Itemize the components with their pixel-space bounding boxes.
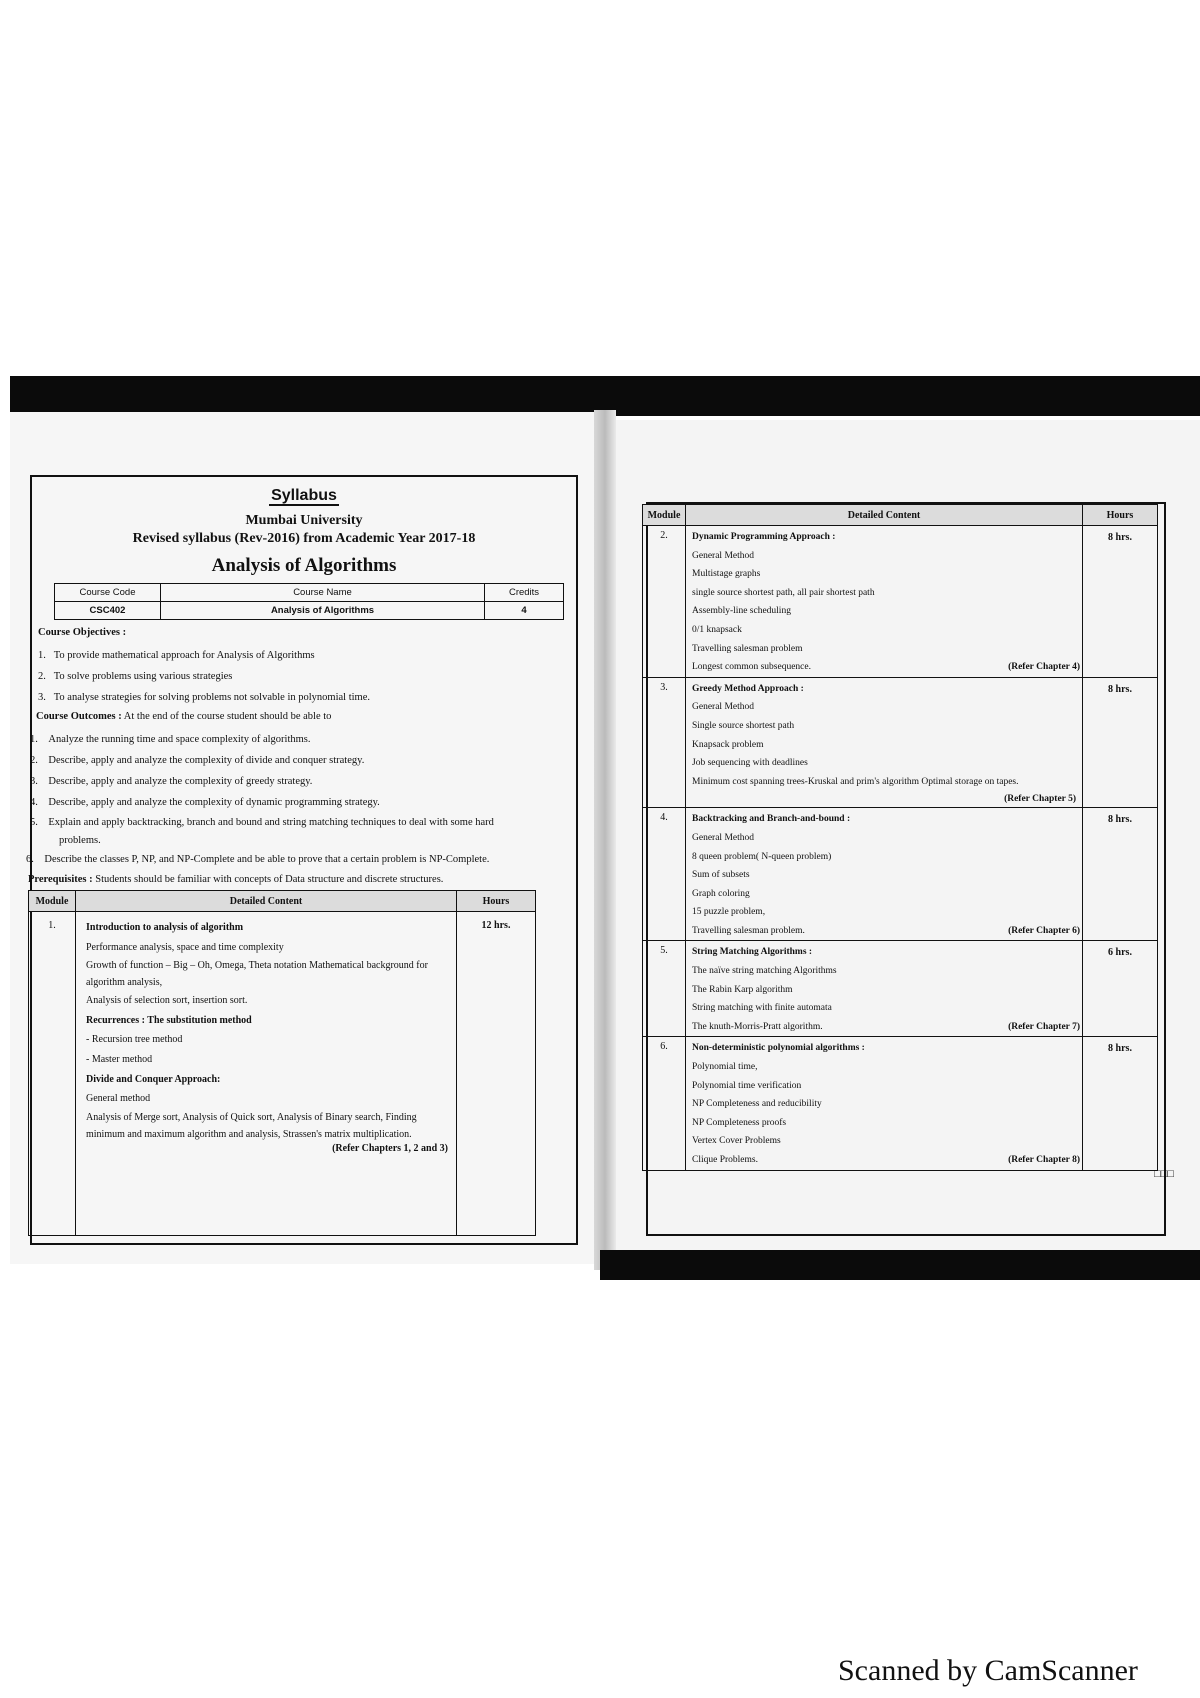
module-topic [692,658,1080,677]
credits-value: 4 [485,602,564,620]
course-title: Analysis of Algorithms [211,555,397,576]
module-topic-text: Clique Problems. [692,1155,758,1165]
prerequisites-line: Prerequisites : Students should be familiar with concepts of Data structure and discrete structures. [28,874,444,885]
module-chapter-reference: (Refer Chapter 7) [1008,1021,1080,1032]
outcome-item: 4. Describe, apply and analyze the complexity of dynamic programming strategy. [30,797,380,808]
module-title: Dynamic Programming Approach : [692,532,836,542]
module-content [686,941,1083,1037]
module-topic: String matching with finite automata [692,1003,832,1014]
credits-header: Credits [485,584,564,602]
course-code-header: Course Code [55,584,161,602]
outcomes-heading: Course Outcomes : At the end of the course student should be able to [36,711,332,722]
outcome-item: 2. Describe, apply and analyze the complexity of divide and conquer strategy. [30,755,365,766]
module-content [686,808,1083,941]
module-row-1 [29,912,536,1236]
module-topic: General Method [692,702,754,713]
module-number: 6. [643,1037,686,1170]
module-content [686,1037,1083,1170]
syllabus-heading: Syllabus [271,487,337,504]
detailed-content-header: Detailed Content [76,891,457,912]
outcome-item-continued: problems. [59,835,101,846]
module-topic: 0/1 knapsack [692,624,742,635]
module-topic: Knapsack problem [692,739,764,750]
hours-header: Hours [457,891,536,912]
module-topic: General Method [692,550,754,561]
module-topic: 15 puzzle problem, [692,907,766,918]
module-topic: - Recursion tree method [86,1034,183,1046]
module-table-right [642,504,1158,1171]
module-number: 3. [643,677,686,808]
module-topic: General Method [692,832,754,843]
objectives-heading: Course Objectives : [38,627,127,638]
module-hours: 8 hrs. [1083,808,1158,941]
course-name-value: Analysis of Algorithms [161,602,485,620]
module-topic: single source shortest path, all pair shortest path [692,587,875,598]
module-topic [692,1151,1080,1170]
scan-shadow-bottom [600,1250,1200,1280]
module-topic: Multistage graphs [692,569,761,580]
module-number: 2. [643,526,686,678]
module-content [686,677,1083,808]
module-title: Greedy Method Approach : [692,683,804,694]
module-topic: Analysis of Merge sort, Analysis of Quick sort, Analysis of Binary search, Finding [86,1111,417,1123]
module-topic: NP Completeness proofs [692,1117,787,1128]
module-topic [692,922,1080,941]
module-chapter-reference: (Refer Chapters 1, 2 and 3) [332,1142,448,1154]
module-hours: 8 hrs. [1083,1037,1158,1170]
module-topic: Divide and Conquer Approach: [86,1073,221,1085]
module-topic: Introduction to analysis of algorithm [86,922,244,933]
outcome-item: 1. Analyze the running time and space complexity of algorithms. [30,734,311,745]
module-topic: Polynomial time, [692,1062,758,1073]
hours-header: Hours [1083,505,1158,526]
module-topic: Performance analysis, space and time complexity [86,941,284,953]
module-topic: 8 queen problem( N-queen problem) [692,851,832,862]
module-chapter-reference: (Refer Chapter 5) [1004,794,1076,805]
module-number: 5. [643,941,686,1037]
module-topic: Job sequencing with deadlines [692,758,808,769]
module-content [686,526,1083,678]
module-topic: General method [86,1093,151,1105]
module-header: Module [29,891,76,912]
module-chapter-reference: (Refer Chapter 6) [1008,925,1080,936]
module-topic: Assembly-line scheduling [692,606,791,617]
module-hours: 12 hrs. [457,912,536,1236]
outcome-item: 3. Describe, apply and analyze the complexity of greedy strategy. [30,776,313,787]
module-hours: 8 hrs. [1083,677,1158,808]
module-number: 4. [643,808,686,941]
module-row-6 [643,1037,1158,1170]
left-syllabus-frame [26,475,578,1245]
module-title: Backtracking and Branch-and-bound : [692,814,851,825]
module-topic: Sum of subsets [692,870,750,881]
objective-item: 3. To analyse strategies for solving problems not solvable in polynomial time. [38,692,371,703]
module-row-4 [643,808,1158,941]
module-topic: Graph coloring [692,888,750,899]
module-topic: minimum and maximum algorithm and analysis, Strassen's matrix multiplication. [86,1128,412,1140]
module-row-3 [643,677,1158,808]
module-topic: Minimum cost spanning trees-Kruskal and prim's algorithm Optimal storage on tapes. [692,776,1019,787]
module-topic: algorithm analysis, [86,977,163,989]
module-number: 1. [29,912,76,1236]
module-topic-text: Longest common subsequence. [692,662,811,673]
module-topic: NP Completeness and reducibility [692,1099,822,1110]
module-title: Non-deterministic polynomial algorithms : [692,1043,865,1054]
end-of-section-mark: □□□ [1154,1168,1174,1180]
module-topic: The naïve string matching Algorithms [692,966,837,977]
module-topic: Single source shortest path [692,720,795,731]
module-topic: Vertex Cover Problems [692,1136,781,1147]
module-topic: Growth of function – Big – Oh, Omega, Theta notation Mathematical background for [86,960,428,972]
detailed-content-header: Detailed Content [686,505,1083,526]
book-spine [594,410,616,1270]
module-chapter-reference: (Refer Chapter 8) [1008,1155,1080,1165]
outcome-item: 5. Explain and apply backtracking, branch and bound and string matching techniques to deal with some hard [30,817,494,828]
course-name-header: Course Name [161,584,485,602]
module-hours: 8 hrs. [1083,526,1158,678]
university-name: Mumbai University [245,513,363,528]
module-topic-text: Travelling salesman problem. [692,925,805,936]
module-topic: Analysis of selection sort, insertion sort. [86,995,248,1007]
module-header: Module [643,505,686,526]
camscanner-watermark: Scanned by CamScanner [838,1654,1138,1687]
module-topic: Recurrences : The substitution method [86,1014,252,1026]
module-topic: - Master method [86,1053,153,1065]
right-syllabus-frame [646,502,1174,1236]
module-row-5 [643,941,1158,1037]
module-title: String Matching Algorithms : [692,947,813,958]
module-topic: Polynomial time verification [692,1080,802,1091]
objective-item: 1. To provide mathematical approach for Analysis of Algorithms [38,650,315,661]
module-hours: 6 hrs. [1083,941,1158,1037]
module-topic: The Rabin Karp algorithm [692,984,793,995]
module-content [76,912,457,1236]
course-code-value: CSC402 [55,602,161,620]
course-info-table [54,583,564,620]
module-topic-text: The knuth-Morris-Pratt algorithm. [692,1021,823,1032]
module-table-left [28,890,536,1236]
module-topic: Travelling salesman problem [692,643,803,654]
module-chapter-reference: (Refer Chapter 4) [1008,662,1080,673]
revision-line: Revised syllabus (Rev-2016) from Academic Year 2017-18 [132,531,476,546]
objective-item: 2. To solve problems using various strategies [38,671,233,682]
module-topic [692,1018,1080,1037]
module-row-2 [643,526,1158,678]
outcome-item: 6. Describe the classes P, NP, and NP-Complete and be able to prove that a certain problem is NP-Complete. [26,854,490,865]
